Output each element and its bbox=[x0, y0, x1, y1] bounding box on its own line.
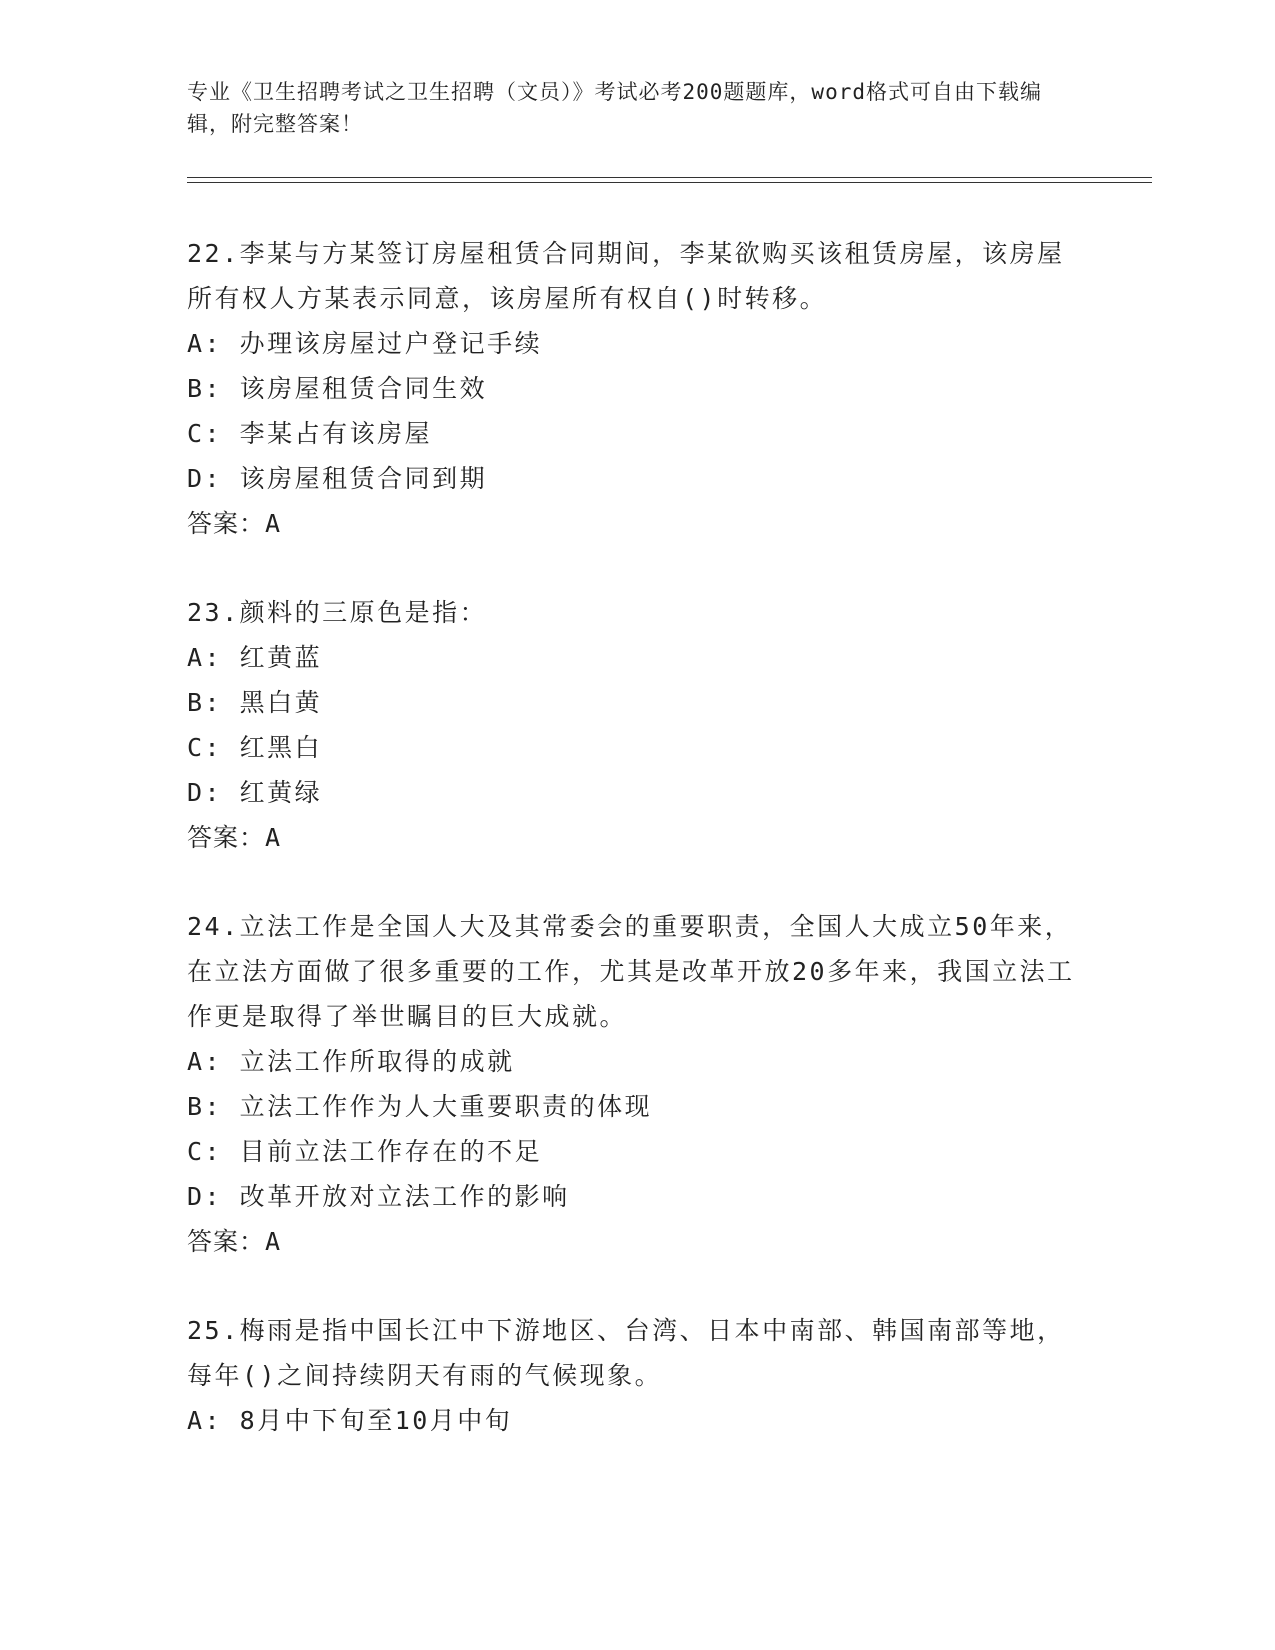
question-stem: 25.梅雨是指中国长江中下游地区、台湾、日本中南部、韩国南部等地，每年()之间持续阴天有雨的气候现象。 bbox=[187, 1316, 1065, 1390]
option-d: D: 红黄绿 bbox=[187, 778, 323, 807]
option-a: A: 红黄蓝 bbox=[187, 643, 323, 672]
option-a: A: 立法工作所取得的成就 bbox=[187, 1047, 515, 1076]
answer-line bbox=[187, 815, 1087, 860]
answer-line bbox=[187, 1219, 1087, 1264]
option-d: D: 该房屋租赁合同到期 bbox=[187, 464, 488, 493]
option-b: B: 立法工作作为人大重要职责的体现 bbox=[187, 1092, 653, 1121]
option-d: D: 改革开放对立法工作的影响 bbox=[187, 1182, 570, 1211]
question-list bbox=[187, 231, 1087, 1487]
question-23 bbox=[187, 590, 1087, 860]
option-a: A: 8月中下旬至10月中旬 bbox=[187, 1406, 513, 1435]
question-25 bbox=[187, 1308, 1087, 1443]
option-c: C: 目前立法工作存在的不足 bbox=[187, 1137, 543, 1166]
question-22 bbox=[187, 231, 1087, 546]
question-stem: 23.颜料的三原色是指： bbox=[187, 598, 488, 627]
header-divider-top bbox=[187, 177, 1152, 178]
answer-value: A bbox=[265, 1227, 282, 1256]
answer-value: A bbox=[265, 509, 282, 538]
document-intro: 专业《卫生招聘考试之卫生招聘（文员）》考试必考200题题库，word格式可自由下载编辑，附完整答案！ bbox=[187, 80, 1042, 136]
answer-line bbox=[187, 501, 1087, 546]
question-24 bbox=[187, 904, 1087, 1264]
answer-label: 答案： bbox=[187, 1227, 266, 1256]
header-divider-bottom bbox=[187, 182, 1152, 183]
question-stem: 22.李某与方某签订房屋租赁合同期间，李某欲购买该租赁房屋，该房屋所有权人方某表示同意，该房屋所有权自()时转移。 bbox=[187, 239, 1065, 313]
answer-label: 答案： bbox=[187, 823, 266, 852]
option-a: A: 办理该房屋过户登记手续 bbox=[187, 329, 543, 358]
question-stem: 24.立法工作是全国人大及其常委会的重要职责，全国人大成立50年来，在立法方面做了很多重要的工作，尤其是改革开放20多年来，我国立法工作更是取得了举世瞩目的巨大成就。 bbox=[187, 912, 1075, 1031]
option-b: B: 该房屋租赁合同生效 bbox=[187, 374, 488, 403]
option-c: C: 红黑白 bbox=[187, 733, 323, 762]
option-b: B: 黑白黄 bbox=[187, 688, 323, 717]
option-c: C: 李某占有该房屋 bbox=[187, 419, 433, 448]
answer-value: A bbox=[265, 823, 282, 852]
answer-label: 答案： bbox=[187, 509, 266, 538]
